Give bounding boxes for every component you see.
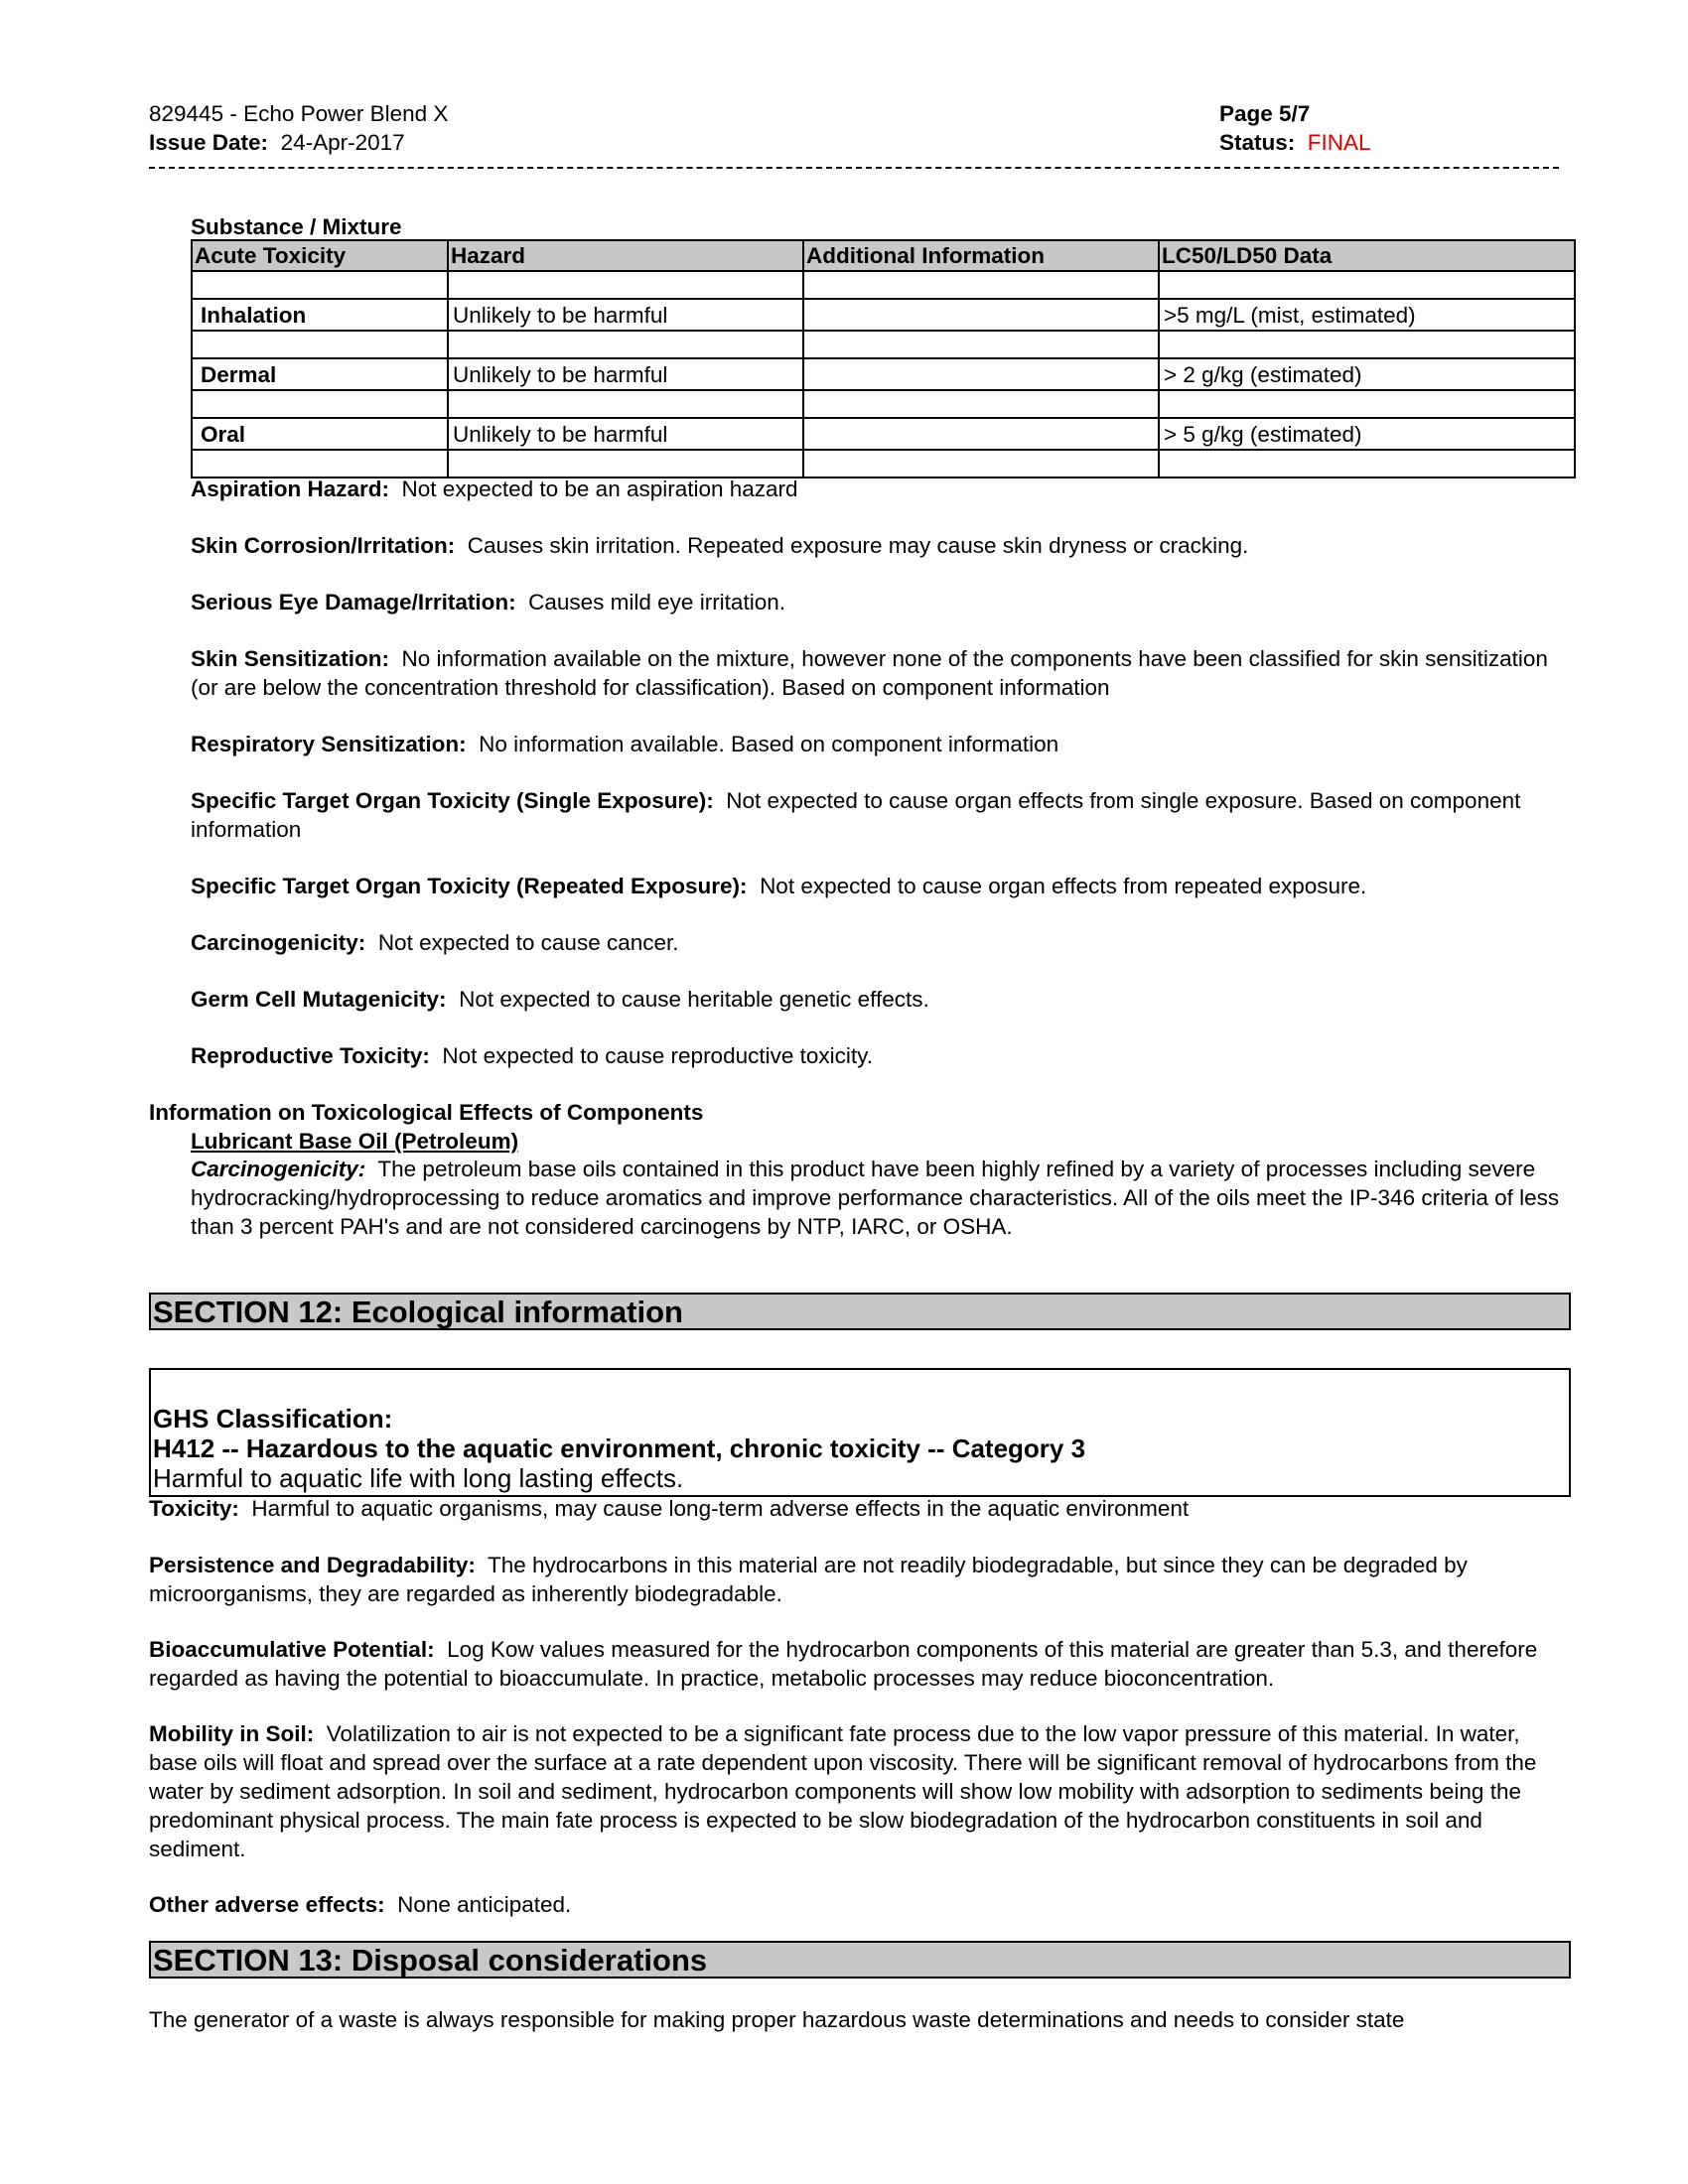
route-cell: Dermal: [192, 358, 448, 390]
item-label: Serious Eye Damage/Irritation:: [191, 590, 516, 614]
route-cell: Oral: [192, 418, 448, 450]
route-cell: Inhalation: [192, 299, 448, 331]
component-name: Lubricant Base Oil (Petroleum): [191, 1129, 519, 1154]
item-label: Specific Target Organ Toxicity (Repeated Exposure):: [191, 874, 748, 898]
item-text: Causes skin irritation. Repeated exposure may cause skin dryness or cracking.: [467, 533, 1249, 558]
aspiration-hazard: [191, 475, 1561, 503]
skin-corrosion: [191, 531, 1561, 560]
data-cell: > 5 g/kg (estimated): [1159, 418, 1575, 450]
item-label: Respiratory Sensitization:: [191, 732, 467, 756]
item-label: Mobility in Soil:: [149, 1721, 315, 1746]
ghs-classification-box: [149, 1368, 1571, 1497]
status-label: Status:: [1219, 130, 1296, 155]
item-text: Volatilization to air is not expected to be a significant fate process due to the low vapor pressure of this material. In water, base oils will float and spread over the surface at a rate dependent upon viscosity. There will be significant removal of hydrocarbons from the water by sediment adsorption. In soil and sediment, hydrocarbon components will show low mobility with adsorption to sediments being the predominant physical process. The main fate process is expected to be slow biodegradation of the hydrocarbon constituents in soil and sediment.: [149, 1721, 1537, 1861]
item-text: No information available on the mixture, however none of the components have been classified for skin sensitization (or are below the concentration threshold for classification). Based on component information: [191, 646, 1548, 700]
substance-mixture-caption: Substance / Mixture: [191, 214, 402, 239]
table-spacer-row: [192, 331, 1575, 358]
section-12-title: SECTION 12: Ecological information: [149, 1293, 1571, 1330]
data-cell: > 2 g/kg (estimated): [1159, 358, 1575, 390]
info-cell: [803, 358, 1159, 390]
skin-sensitization: [191, 644, 1561, 702]
table-spacer-row: [192, 271, 1575, 299]
info-cell: [803, 418, 1159, 450]
item-text: Not expected to cause organ effects from repeated exposure.: [760, 874, 1367, 898]
item-text: Causes mild eye irritation.: [528, 590, 785, 614]
item-label: Aspiration Hazard:: [191, 477, 390, 501]
item-text: The hydrocarbons in this material are not readily biodegradable, but since they can be degraded by microorganisms, they are regarded as inherently biodegradable.: [149, 1553, 1468, 1606]
disposal-text: The generator of a waste is always responsible for making proper hazardous waste determinations and needs to consider state: [149, 2007, 1405, 2032]
col-header-additional-info: Additional Information: [803, 240, 1159, 271]
item-text: The petroleum base oils contained in this product have been highly refined by a variety of processes including severe hydrocracking/hydroprocessing to reduce aromatics and improve performance characteristics. All of the oils meet the IP-346 criteria of less than 3 percent PAH's and are not considered carcinogens by NTP, IARC, or OSHA.: [191, 1157, 1560, 1239]
ghs-code: H412 -- Hazardous to the aquatic environment, chronic toxicity -- Category 3: [153, 1433, 1086, 1463]
page-number: Page 5/7: [1219, 101, 1311, 126]
table-spacer-row: [192, 450, 1575, 478]
issue-date-label: Issue Date:: [149, 130, 269, 155]
item-label: Bioaccumulative Potential:: [149, 1637, 435, 1662]
acute-toxicity-table: [191, 239, 1576, 478]
item-label: Skin Corrosion/Irritation:: [191, 533, 456, 558]
reproductive-toxicity: [191, 1041, 1561, 1070]
item-label: Other adverse effects:: [149, 1892, 385, 1917]
header-right: [1219, 99, 1371, 157]
bioaccumulative-potential: [149, 1635, 1569, 1693]
item-text: Not expected to cause cancer.: [377, 930, 679, 955]
table-header-row: [192, 240, 1575, 271]
hazard-cell: Unlikely to be harmful: [448, 418, 803, 450]
hazard-cell: Unlikely to be harmful: [448, 299, 803, 331]
table-row: [192, 418, 1575, 450]
col-header-hazard: Hazard: [448, 240, 803, 271]
item-text: Not expected to cause heritable genetic effects.: [459, 987, 929, 1012]
item-text: Not expected to cause reproductive toxicity.: [442, 1043, 873, 1068]
item-label: Persistence and Degradability:: [149, 1553, 476, 1577]
item-label: Carcinogenicity:: [191, 930, 366, 955]
status-value: FINAL: [1307, 130, 1371, 155]
table-spacer-row: [192, 390, 1575, 418]
carcinogenicity: [191, 928, 1561, 957]
germ-cell-mutagenicity: [191, 985, 1561, 1014]
ghs-label: GHS Classification:: [153, 1404, 393, 1433]
mobility-in-soil: [149, 1719, 1569, 1863]
components-heading: Information on Toxicological Effects of Components: [149, 1100, 704, 1125]
item-text: Log Kow values measured for the hydrocarbon components of this material are greater than 5.3, and therefore regarded as having the potential to bioaccumulate. In practice, metabolic processes may reduce bioconcentration.: [149, 1637, 1538, 1691]
item-label: Reproductive Toxicity:: [191, 1043, 430, 1068]
stot-repeated-exposure: [191, 872, 1561, 900]
header-left: [149, 99, 448, 157]
eco-toxicity: [149, 1494, 1569, 1523]
item-label: Skin Sensitization:: [191, 646, 390, 671]
item-label: Carcinogenicity:: [191, 1157, 366, 1181]
ghs-statement: Harmful to aquatic life with long lasting effects.: [153, 1463, 684, 1493]
item-text: No information available. Based on component information: [479, 732, 1059, 756]
component-carcinogenicity: [191, 1155, 1561, 1241]
stot-single-exposure: [191, 786, 1561, 844]
issue-date-line: [149, 128, 448, 157]
info-cell: [803, 299, 1159, 331]
issue-date-value: 24-Apr-2017: [280, 130, 405, 155]
item-label: Specific Target Organ Toxicity (Single Exposure):: [191, 788, 714, 813]
item-text: None anticipated.: [397, 1892, 572, 1917]
header-divider: [149, 167, 1559, 169]
item-text: Harmful to aquatic organisms, may cause long-term adverse effects in the aquatic environment: [251, 1496, 1190, 1521]
persistence-degradability: [149, 1551, 1569, 1608]
data-cell: >5 mg/L (mist, estimated): [1159, 299, 1575, 331]
col-header-lc50-ld50: LC50/LD50 Data: [1159, 240, 1575, 271]
hazard-cell: Unlikely to be harmful: [448, 358, 803, 390]
item-text: Not expected to cause organ effects from single exposure. Based on component information: [191, 788, 1521, 842]
col-header-acute-toxicity: Acute Toxicity: [192, 240, 448, 271]
section-13-title: SECTION 13: Disposal considerations: [149, 1941, 1571, 1979]
product-id: 829445 - Echo Power Blend X: [149, 101, 449, 126]
item-label: Toxicity:: [149, 1496, 239, 1521]
respiratory-sensitization: [191, 730, 1561, 758]
table-row: [192, 299, 1575, 331]
table-row: [192, 358, 1575, 390]
other-adverse-effects: [149, 1890, 1569, 1919]
eye-damage: [191, 588, 1561, 616]
item-label: Germ Cell Mutagenicity:: [191, 987, 447, 1012]
status-line: [1219, 128, 1371, 157]
item-text: Not expected to be an aspiration hazard: [401, 477, 798, 501]
